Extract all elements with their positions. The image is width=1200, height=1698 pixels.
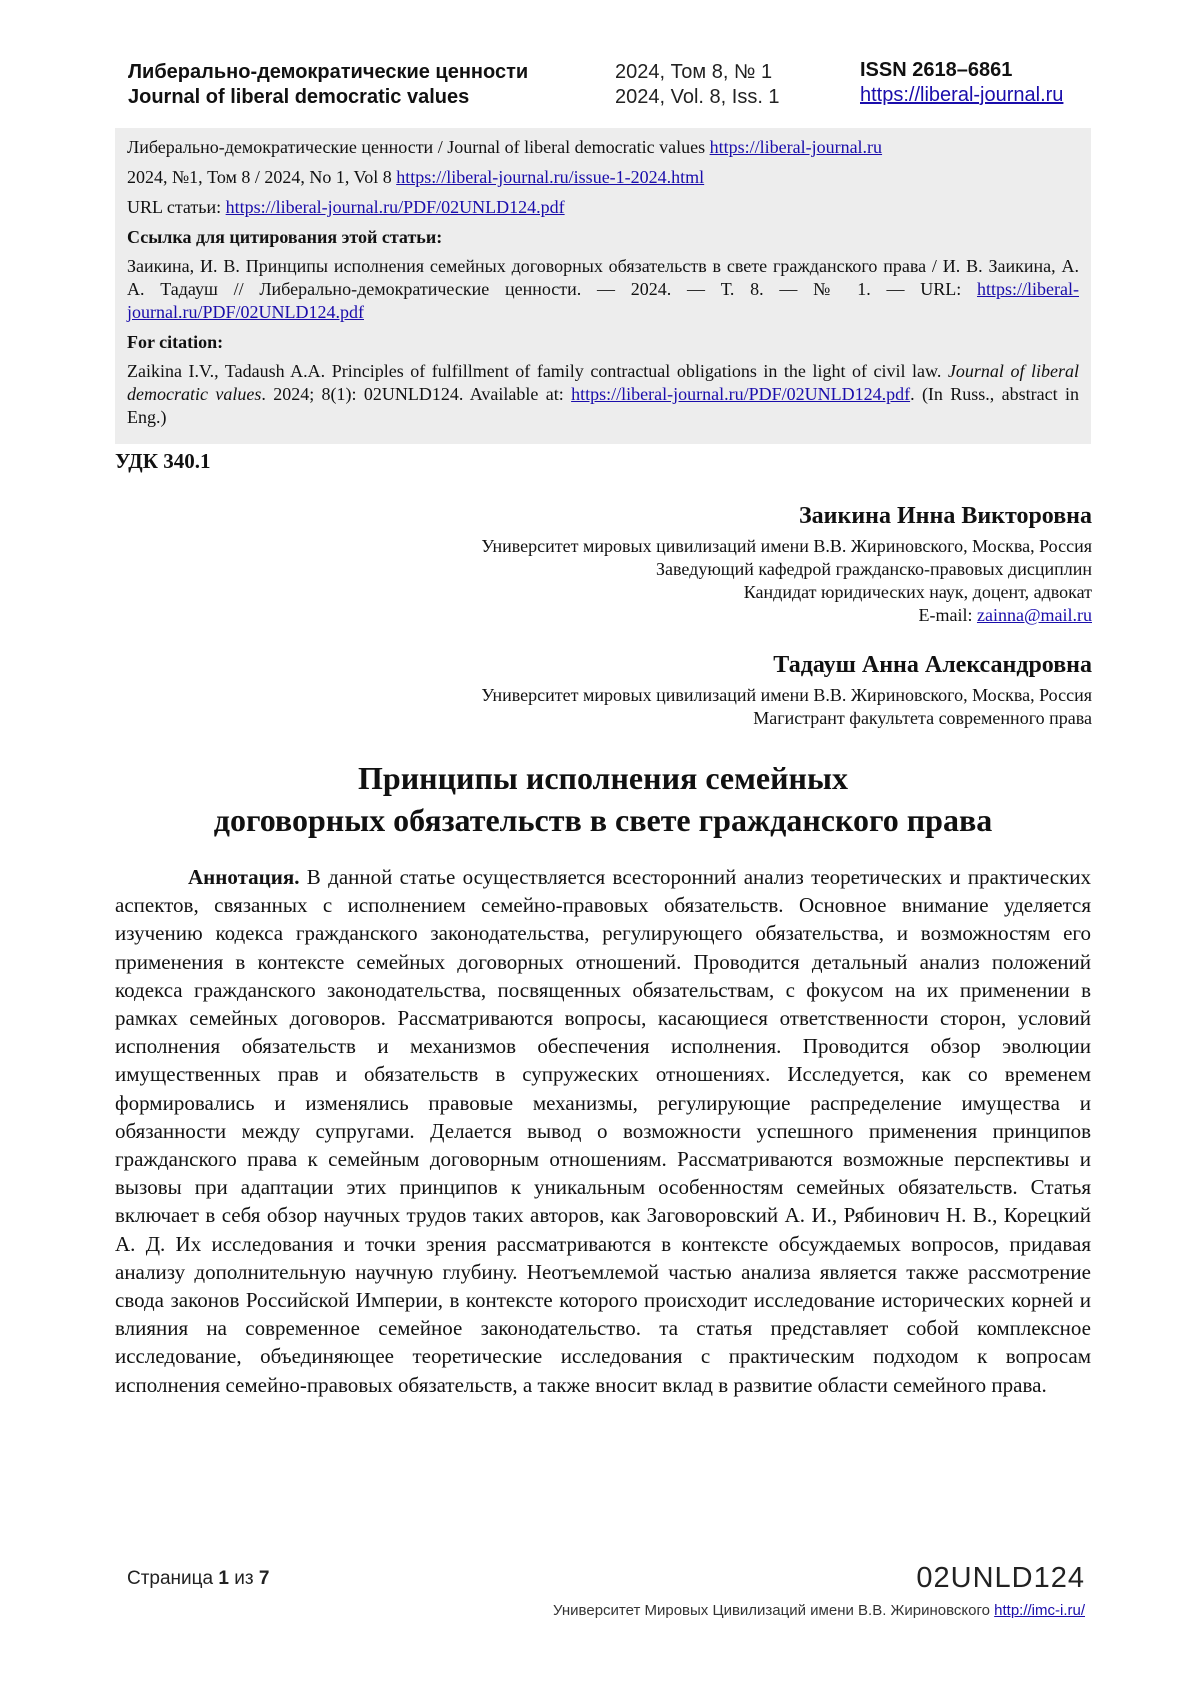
university-link[interactable]: http://imc-i.ru/	[994, 1602, 1085, 1619]
journal-title-ru: Либерально-демократические ценности	[128, 60, 528, 85]
author-block	[481, 650, 1092, 730]
issue-line: 2024, №1, Том 8 / 2024, No 1, Vol 8 https://liberal-journal.ru/issue-1-2024.html	[127, 166, 1079, 189]
issue-ru: 2024, Том 8, № 1	[615, 60, 780, 85]
cite-en-text: Zaikina I.V., Tadaush A.A. Principles of fulfillment of family contractual obligations in the light of civil law. Journal of liberal democratic values. 2024; 8(1): 02UNLD124. Available at: https://liberal-journal.ru/PDF/02UNLD124.pdf. (In Russ., abstract in Eng.)	[127, 360, 1079, 429]
cite-en-label: For citation:	[127, 331, 1079, 354]
article-title	[115, 757, 1091, 841]
author-email-link[interactable]: zainna@mail.ru	[977, 605, 1092, 625]
abstract	[115, 863, 1091, 1399]
abstract-text: В данной статье осуществляется всесторонний анализ теоретических и практических аспектов, связанных с исполнением семейно-правовых обязательств. Основное внимание уделяется изучению кодекса гражданского законодательства, регулирующего обязательства, и возможностям его применения в контексте семейных договорных отношений. Проводится детальный анализ положений кодекса гражданского законодательства, посвященных обязательствам, с фокусом на их применении в рамках семейных договоров. Рассматриваются вопросы, касающиеся ответственности сторон, условий исполнения обязательств и механизмов обеспечения исполнения. Проводится обзор эволюции имущественных прав и обязательств в супружеских отношениях. Исследуется, как со временем формировались и изменялись правовые механизмы, регулирующие распределение имущества и обязанности между супругами. Делается вывод о возможности успешного применения принципов гражданского права к семейным договорным отношениям. Рассматриваются возможные перспективы и вызовы при адаптации этих принципов к уникальным особенностям семейных обязательств. Статья включает в себя обзор научных трудов таких авторов, как Заговоровский А. И., Рябинович Н. В., Корецкий А. Д. Их исследования и точки зрения рассматриваются в контексте обсуждаемых вопросов, придавая анализу дополнительную научную глубину. Неотъемлемой частью анализа является также рассмотрение свода законов Российской Империи, в контексте которого происходит исследование исторических корней и влияния на современное семейное законодательство. та статья представляет собой комплексное исследование, объединяющее теоретические исследования с практическим подходом к вопросам исполнения семейно-правовых обязательств, а также вносит вклад в развитие области семейного права.	[115, 865, 1091, 1397]
author-affiliation: Университет мировых цивилизаций имени В.В. Жириновского, Москва, Россия	[481, 535, 1092, 558]
journal-title	[128, 60, 528, 110]
citation-box	[115, 128, 1091, 444]
udk-code: УДК 340.1	[115, 449, 210, 474]
journal-site-link[interactable]: https://liberal-journal.ru	[860, 83, 1063, 108]
author-name: Заикина Инна Викторовна	[481, 501, 1092, 531]
url-line: URL статьи: https://liberal-journal.ru/PDF/02UNLD124.pdf	[127, 196, 1079, 219]
author-email: E-mail: zainna@mail.ru	[481, 604, 1092, 627]
issue-link[interactable]: https://liberal-journal.ru/issue-1-2024.html	[396, 167, 704, 187]
cite-ru-link[interactable]: https://liberal-journal.ru/PDF/02UNLD124.pdf	[127, 279, 1079, 322]
article-id: 02UNLD124	[916, 1562, 1085, 1595]
article-url-link[interactable]: https://liberal-journal.ru/PDF/02UNLD124.pdf	[226, 197, 565, 217]
author-affiliation: Университет мировых цивилизаций имени В.В. Жириновского, Москва, Россия	[481, 684, 1092, 707]
journal-line: Либерально-демократические ценности / Journal of liberal democratic values https://liberal-journal.ru	[127, 136, 1079, 159]
issue-en: 2024, Vol. 8, Iss. 1	[615, 85, 780, 110]
issn-block	[860, 58, 1063, 108]
author-name: Тадауш Анна Александровна	[481, 650, 1092, 680]
article-title-line1: Принципы исполнения семейных	[115, 757, 1091, 799]
author-degree: Кандидат юридических наук, доцент, адвокат	[481, 581, 1092, 604]
author-position: Заведующий кафедрой гражданско-правовых дисциплин	[481, 558, 1092, 581]
author-block	[481, 501, 1092, 627]
cite-ru-text: Заикина, И. В. Принципы исполнения семейных договорных обязательств в свете гражданского права / И. В. Заикина, А. А. Тадауш // Либерально-демократические ценности. — 2024. — Т. 8. — № 1. — URL: https://liberal-journal.ru/PDF/02UNLD124.pdf	[127, 255, 1079, 324]
issue-info	[615, 60, 780, 110]
cite-en-link[interactable]: https://liberal-journal.ru/PDF/02UNLD124.pdf	[571, 384, 910, 404]
article-title-line2: договорных обязательств в свете гражданского права	[115, 799, 1091, 841]
journal-link[interactable]: https://liberal-journal.ru	[710, 137, 882, 157]
issn: ISSN 2618–6861	[860, 58, 1063, 83]
cite-ru-label: Ссылка для цитирования этой статьи:	[127, 226, 1079, 249]
journal-title-en: Journal of liberal democratic values	[128, 85, 528, 110]
abstract-label: Аннотация.	[188, 865, 299, 889]
footer-university: Университет Мировых Цивилизаций имени В.В. Жириновского http://imc-i.ru/	[553, 1602, 1085, 1619]
page-number: Страница 1 из 7	[127, 1568, 269, 1590]
author-position: Магистрант факультета современного права	[481, 707, 1092, 730]
